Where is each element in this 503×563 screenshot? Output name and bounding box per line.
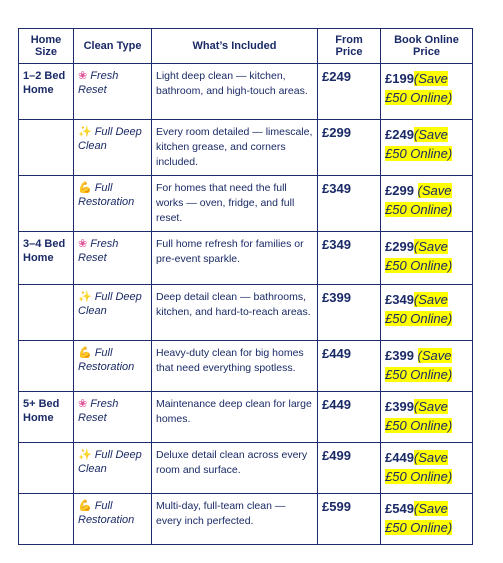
online-price: £549 (385, 501, 414, 516)
online-price-cell (381, 341, 473, 392)
online-price-cell (381, 494, 473, 545)
save-note: (Save £50 Online) (385, 71, 453, 105)
online-price: £449 (385, 450, 414, 465)
table-row (19, 120, 473, 176)
home-size-cell: 5+ Bed Home (19, 392, 74, 443)
online-price-cell (381, 443, 473, 494)
from-price-cell: £599 (318, 494, 381, 545)
online-price: £349 (385, 292, 414, 307)
table-row (19, 494, 473, 545)
table-row (19, 392, 473, 443)
clean-type-cell (74, 232, 152, 285)
included-cell: Every room detailed — limescale, kitchen grease, and corners included. (152, 120, 318, 176)
clean-type-cell (74, 341, 152, 392)
online-price-cell (381, 392, 473, 443)
table-row (19, 443, 473, 494)
clean-type-cell (74, 64, 152, 120)
clean-type-cell (74, 120, 152, 176)
from-price-cell: £349 (318, 176, 381, 232)
header-home-size: Home Size (19, 29, 74, 64)
flexed-arm-icon: 💪 (78, 182, 92, 194)
save-note: (Save £50 Online) (385, 183, 453, 217)
online-price: £399 (385, 399, 414, 414)
save-note: (Save £50 Online) (385, 450, 453, 484)
clean-type-cell (74, 494, 152, 545)
home-size-cell: 1–2 Bed Home (19, 64, 74, 120)
flower-icon: ❀ (78, 238, 88, 250)
included-cell: Heavy-duty clean for big homes that need everything spotless. (152, 341, 318, 392)
table-row (19, 176, 473, 232)
home-size-cell (19, 176, 74, 232)
from-price-cell: £249 (318, 64, 381, 120)
included-cell: For homes that need the full works — oven, fridge, and full reset. (152, 176, 318, 232)
save-note: (Save £50 Online) (385, 501, 453, 535)
header-whats-included: What’s Included (152, 29, 318, 64)
clean-type-cell (74, 443, 152, 494)
flexed-arm-icon: 💪 (78, 347, 92, 359)
table-row (19, 341, 473, 392)
save-note: (Save £50 Online) (385, 399, 453, 433)
included-cell: Deluxe detail clean across every room and surface. (152, 443, 318, 494)
table-row (19, 64, 473, 120)
header-from-price: From Price (318, 29, 381, 64)
home-size-cell (19, 285, 74, 341)
clean-type-label: Full Deep Clean (78, 449, 142, 475)
included-cell: Full home refresh for families or pre-event sparkle. (152, 232, 318, 285)
online-price: £399 (385, 348, 418, 363)
header-row (19, 29, 473, 64)
header-clean-type: Clean Type (74, 29, 152, 64)
save-note: (Save £50 Online) (385, 239, 453, 273)
clean-type-label: Full Deep Clean (78, 291, 142, 317)
clean-type-cell (74, 285, 152, 341)
flexed-arm-icon: 💪 (78, 500, 92, 512)
online-price: £299 (385, 183, 418, 198)
save-note: (Save £50 Online) (385, 292, 453, 326)
table-row (19, 232, 473, 285)
clean-type-label: Full Restoration (78, 347, 135, 373)
from-price-cell: £499 (318, 443, 381, 494)
clean-type-label: Full Restoration (78, 182, 135, 208)
save-note: (Save £50 Online) (385, 348, 453, 382)
from-price-cell: £349 (318, 232, 381, 285)
included-cell: Maintenance deep clean for large homes. (152, 392, 318, 443)
sparkles-icon: ✨ (78, 449, 92, 461)
online-price-cell (381, 285, 473, 341)
online-price-cell (381, 120, 473, 176)
sparkles-icon: ✨ (78, 126, 92, 138)
from-price-cell: £399 (318, 285, 381, 341)
flower-icon: ❀ (78, 70, 88, 82)
clean-type-label: Fresh Reset (78, 70, 119, 96)
home-size-cell (19, 120, 74, 176)
online-price: £199 (385, 71, 414, 86)
header-book-online-price: Book Online Price (381, 29, 473, 64)
clean-type-label: Full Deep Clean (78, 126, 142, 152)
clean-type-label: Full Restoration (78, 500, 135, 526)
included-cell: Multi-day, full-team clean — every inch perfected. (152, 494, 318, 545)
clean-type-label: Fresh Reset (78, 398, 119, 424)
clean-type-cell (74, 176, 152, 232)
online-price-cell (381, 176, 473, 232)
sparkles-icon: ✨ (78, 291, 92, 303)
home-size-cell (19, 443, 74, 494)
pricing-table (18, 28, 473, 545)
home-size-cell (19, 494, 74, 545)
flower-icon: ❀ (78, 398, 88, 410)
included-cell: Light deep clean — kitchen, bathroom, and high-touch areas. (152, 64, 318, 120)
home-size-cell (19, 341, 74, 392)
home-size-cell: 3–4 Bed Home (19, 232, 74, 285)
online-price: £299 (385, 239, 414, 254)
clean-type-label: Fresh Reset (78, 238, 119, 264)
table-row (19, 285, 473, 341)
save-note: (Save £50 Online) (385, 127, 453, 161)
from-price-cell: £449 (318, 392, 381, 443)
online-price: £249 (385, 127, 414, 142)
online-price-cell (381, 232, 473, 285)
online-price-cell (381, 64, 473, 120)
clean-type-cell (74, 392, 152, 443)
from-price-cell: £299 (318, 120, 381, 176)
from-price-cell: £449 (318, 341, 381, 392)
included-cell: Deep detail clean — bathrooms, kitchen, and hard-to-reach areas. (152, 285, 318, 341)
